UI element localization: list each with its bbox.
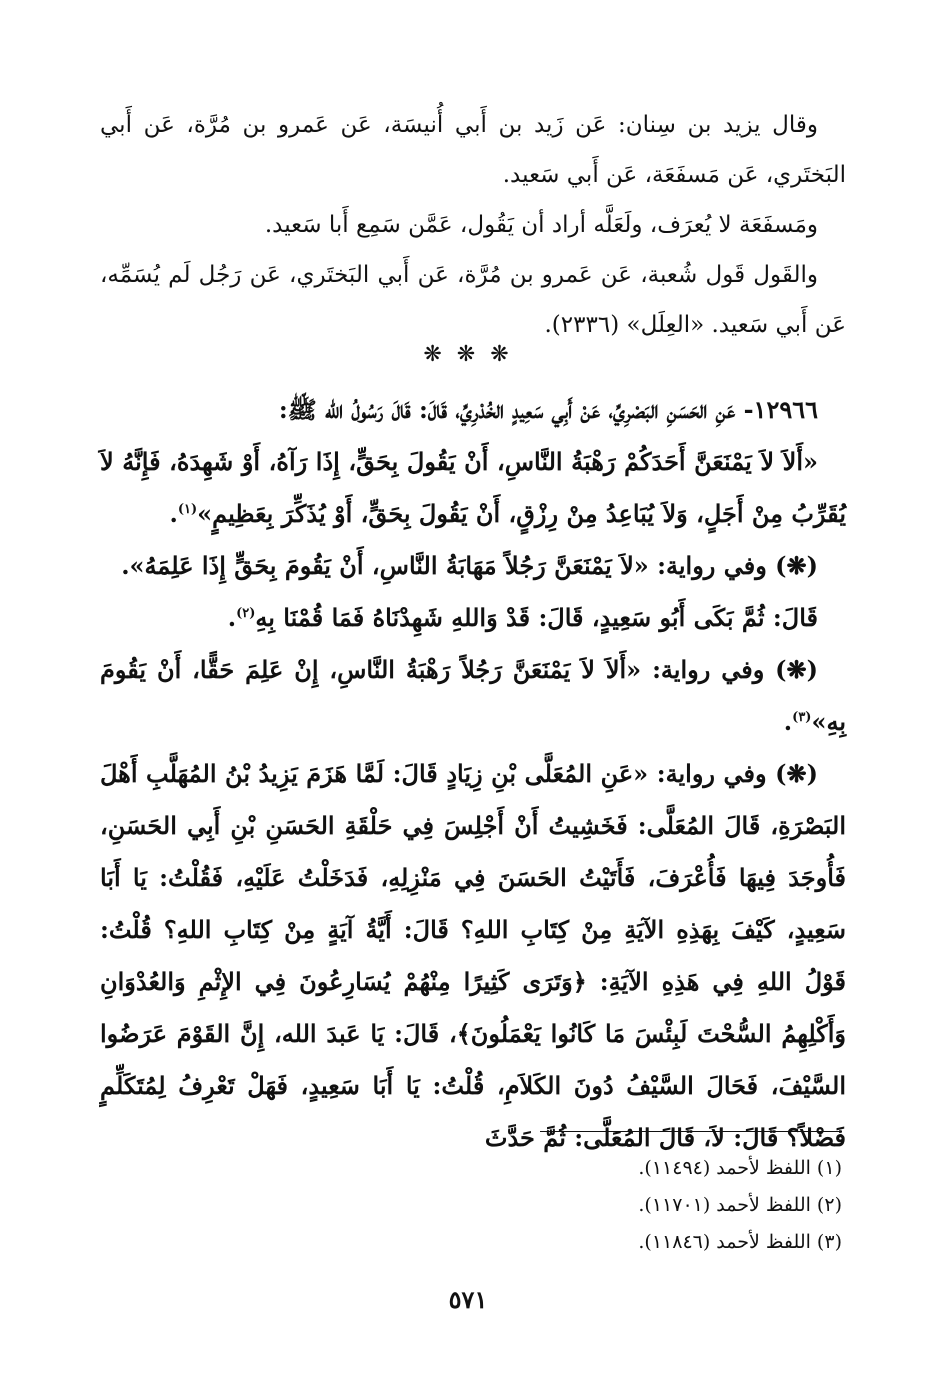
paragraph: وقال يزيد بن سِنان: عَن زَيد بن أَبي أُنيسَة، عَن عَمرو بن مُرَّة، عَن أَبي البَختَري، عَن مَسفَعَة، عَن أَبي سَعيد. [100,112,846,188]
footnote: (٣) اللفظ لأحمد (١١٨٤٦). [638,1231,842,1253]
riwaya-1: (❋) وفي رواية: «لاَ يَمْنَعَنَّ رَجُلاً مَهَابَةُ النَّاسِ، أَنْ يَقُومَ بِحَقٍّ إِذَا عَلِمَهُ». [121,551,818,580]
footnote: (٢) اللفظ لأحمد (١١٧٠١). [638,1194,842,1216]
hadith-heading: ١٢٩٦٦- عَنِ الحَسَنِ البَصْرِيِّ، عَنْ أَبِي سَعِيدٍ الخُدْرِيِّ، قَالَ: قَالَ رَسُولُ الله ﷺ: [278,395,818,424]
intro-text-block [100,100,846,350]
footnote: (١) اللفظ لأحمد (١١٤٩٤). [638,1157,842,1179]
hadith-main-text: «أَلاَ لاَ يَمْنَعَنَّ أَحَدَكُمْ رَهْبَةُ النَّاسِ، أَنْ يَقُولَ بِحَقٍّ، إِذَا رَآهُ، أَوْ شَهِدَهُ، فَإِنَّهُ لاَ يُقَرِّبُ مِنْ أَجَلٍ، وَلاَ يُبَاعِدُ مِنْ رِزْقٍ، أَنْ يَقُولَ بِحَقٍّ، أَوْ يُذَكِّرَ بِعَظِيمٍ»$^{(١)}$. [100,447,846,528]
paragraph: ومَسفَعَة لا يُعرَف، ولَعَلَّه أراد أن يَقُول، عَمَّن سَمِع أَبا سَعيد. [264,212,818,238]
paragraph: والقَول قَول شُعبة، عَن عَمرو بن مُرَّة، عَن أَبي البَختَري، عَن رَجُل لَم يُسَمِّه، عَن أَبي سَعيد. «العِلَل» (٢٣٣٦). [100,262,846,338]
footnote-divider [540,1131,842,1132]
riwaya-2-body: (❋) وفي رواية: «أَلاَ لاَ يَمْنَعَنَّ رَجُلاً رَهْبَةُ النَّاسِ، إِنْ عَلِمَ حَقًّا، أَنْ يَقُومَ بِهِ» [100,655,846,736]
footnotes [100,1150,842,1261]
riwaya-3: (❋) وفي رواية: «عَنِ المُعَلَّى بْنِ زِيَادٍ قَالَ: لَمَّا هَزَمَ يَزِيدُ بْنُ المُهَلَّبِ أَهْلَ البَصْرَةِ، قَالَ المُعَلَّى: فَخَشِيتُ أَنْ أَجْلِسَ فِي حَلْقَةِ الحَسَنِ بْنِ أَبِي الحَسَنِ، فَأُوجَدَ فِيهَا فَأُعْرَفَ، فَأَتَيْتُ الحَسَنَ فِي مَنْزِلِهِ، فَدَخَلْتُ عَلَيْهِ، فَقُلْتُ: يَا أَبَا سَعِيدٍ، كَيْفَ بِهَذِهِ الآيَةِ مِنْ كِتَابِ اللهِ؟ قَالَ: أَيَّةُ آيَةٍ مِنْ كِتَابِ اللهِ؟ قُلْتُ: قَوْلُ اللهِ فِي هَذِهِ الآيَةِ: ﴿وَتَرَى كَثِيرًا مِنْهُمْ يُسَارِعُونَ فِي الإِثْمِ وَالعُدْوَانِ وَأَكْلِهِمُ السُّحْتَ لَبِئْسَ مَا كَانُوا يَعْمَلُونَ﴾، قَالَ: يَا عَبدَ الله، إِنَّ القَوْمَ عَرَضُوا السَّيْفَ، فَحَالَ السَّيْفُ دُونَ الكَلاَمِ، قُلْتُ: يَا أَبَا سَعِيدٍ، فَهَلْ تَعْرِفُ لِمُتَكَلِّمٍ فَضْلاً؟ قَالَ: لاَ، قَالَ المُعَلَّى: ثُمَّ حَدَّثَ [100,759,846,1152]
section-separator-stars: ❋ ❋ ❋ [423,342,513,367]
footnote-ref: (١) [177,502,198,517]
riwaya-2: (❋) وفي رواية: «أَلاَ لاَ يَمْنَعَنَّ رَجُلاً رَهْبَةُ النَّاسِ، إِنْ عَلِمَ حَقًّا، أَنْ يَقُومَ بِهِ»$^{(٣)}$. [100,655,846,736]
hadith-block [100,384,846,1164]
qala-body: قَالَ: ثُمَّ بَكَى أَبُو سَعِيدٍ، قَالَ: قَدْ وَاللهِ شَهِدْنَاهُ فَمَا قُمْنَا بِهِ [255,603,818,632]
qala-line: قَالَ: ثُمَّ بَكَى أَبُو سَعِيدٍ، قَالَ: قَدْ وَاللهِ شَهِدْنَاهُ فَمَا قُمْنَا بِهِ$^{(٢)}$. [227,603,818,632]
hadith-main-body: «أَلاَ لاَ يَمْنَعَنَّ أَحَدَكُمْ رَهْبَةُ النَّاسِ، أَنْ يَقُولَ بِحَقٍّ، إِذَا رَآهُ، أَوْ شَهِدَهُ، فَإِنَّهُ لاَ يُقَرِّبُ مِنْ أَجَلٍ، وَلاَ يُبَاعِدُ مِنْ رِزْقٍ، أَنْ يَقُولَ بِحَقٍّ، أَوْ يُذَكِّرَ بِعَظِيمٍ» [100,447,846,528]
page-number: ٥٧١ [448,1285,488,1314]
footnote-ref: (٢) [236,606,256,621]
footnote-ref: (٣) [792,710,812,725]
